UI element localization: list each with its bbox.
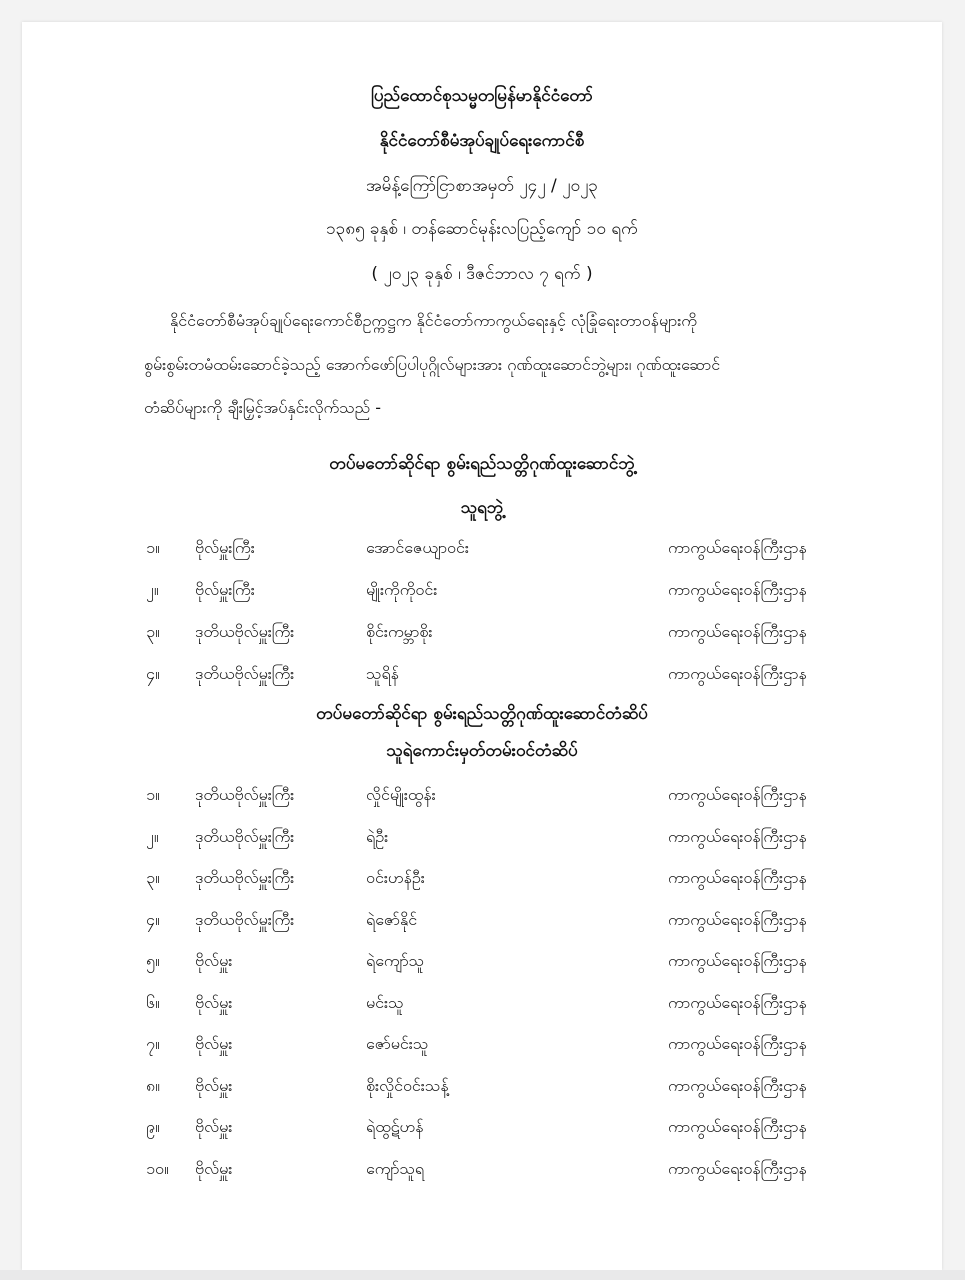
row-name: လှိုင်မျိုးထွန်း	[366, 785, 436, 804]
row-rank: ဗိုလ်မှူး	[195, 1034, 233, 1053]
row-unit: ကာကွယ်ရေးဝန်ကြီးဌာန	[668, 951, 807, 970]
row-rank: ဗိုလ်မှူး	[195, 1117, 233, 1136]
row-rank: ဒုတိယဗိုလ်မှူးကြီး	[195, 909, 295, 929]
row-rank: ဗိုလ်မှူးကြီး	[195, 538, 255, 557]
header-country: ပြည်ထောင်စုသမ္မတမြန်မာနိုင်ငံတော်	[371, 86, 593, 106]
intro-line-2: စွမ်းစွမ်းတမံထမ်းဆောင်ခဲ့သည့် အောက်ဖော်ပြပါပုဂ္ဂိုလ်များအား ဂုဏ်ထူးဆောင်ဘွဲ့များ၊ ဂုဏ်ထူးဆောင်	[144, 355, 721, 374]
section1-title: တပ်မတော်ဆိုင်ရာ စွမ်းရည်သတ္တိဂုဏ်ထူးဆောင်ဘွဲ့	[329, 454, 635, 474]
row-number: ၆။	[146, 992, 160, 1012]
row-unit: ကာကွယ်ရေးဝန်ကြီးဌာန	[668, 826, 807, 846]
row-unit: ကာကွယ်ရေးဝန်ကြီးဌာန	[668, 1117, 807, 1136]
row-rank: ဗိုလ်မှူးကြီး	[195, 580, 255, 599]
date-gregorian: ( ၂၀၂၃ ခုနှစ် ၊ ဒီဇင်ဘာလ ၇ ရက် )	[371, 264, 593, 284]
bottom-bar	[0, 1270, 965, 1280]
row-name: စိုးလှိုင်ဝင်းသန့်	[366, 1075, 449, 1095]
row-unit: ကာကွယ်ရေးဝန်ကြီးဌာန	[668, 909, 807, 929]
row-name: ကျော်သူရ	[366, 1158, 425, 1178]
row-unit: ကာကွယ်ရေးဝန်ကြီးဌာန	[668, 785, 807, 804]
row-number: ၂။	[146, 580, 159, 599]
row-number: ၁။	[146, 538, 160, 557]
row-name: မျိုးကိုကိုဝင်း	[366, 580, 438, 599]
row-number: ၃။	[146, 868, 160, 887]
row-rank: ဒုတိယဗိုလ်မှူးကြီး	[195, 868, 295, 887]
section2-subtitle: သူရဲကောင်းမှတ်တမ်းဝင်တံဆိပ်	[386, 741, 578, 761]
section2-title: တပ်မတော်ဆိုင်ရာ စွမ်းရည်သတ္တိဂုဏ်ထူးဆောင်တံဆိပ်	[316, 704, 648, 724]
row-name: ဝင်းဟန်ဦး	[366, 868, 425, 887]
row-number: ၅။	[146, 951, 160, 970]
row-name: ရဲကျော်သူ	[366, 951, 425, 970]
row-number: ၄။	[146, 664, 160, 683]
row-name: ရဲထွဋ်ဟန်	[366, 1117, 424, 1136]
row-unit: ကာကွယ်ရေးဝန်ကြီးဌာန	[668, 1075, 807, 1095]
section1-subtitle: သူရဘွဲ့	[460, 498, 504, 518]
row-number: ၁၀။	[146, 1158, 169, 1178]
row-rank: ဒုတိယဗိုလ်မှူးကြီး	[195, 785, 295, 804]
row-number: ၄။	[146, 909, 160, 929]
row-number: ၉။	[146, 1117, 160, 1136]
date-myanmar: ၁၃၈၅ ခုနှစ် ၊ တန်ဆောင်မုန်းလပြည့်ကျော် ၁၀ ရက်	[326, 219, 638, 239]
order-number: အမိန့်ကြော်ငြာစာအမှတ် ၂၄၂ / ၂၀၂၃	[366, 176, 598, 196]
row-name: အောင်ဇေယျာဝင်း	[366, 538, 469, 557]
row-unit: ကာကွယ်ရေးဝန်ကြီးဌာန	[668, 664, 807, 683]
row-rank: ဗိုလ်မှူး	[195, 992, 233, 1012]
row-rank: ဒုတိယဗိုလ်မှူးကြီး	[195, 826, 295, 846]
row-name: သူရိန်	[366, 664, 399, 683]
row-name: ရဲဦး	[366, 826, 389, 846]
row-name: ဇော်မင်းသူ	[366, 1034, 429, 1053]
row-unit: ကာကွယ်ရေးဝန်ကြီးဌာန	[668, 1034, 807, 1053]
row-unit: ကာကွယ်ရေးဝန်ကြီးဌာန	[668, 868, 807, 887]
row-rank: ဗိုလ်မှူး	[195, 1158, 233, 1178]
row-number: ၈။	[146, 1075, 160, 1095]
row-unit: ကာကွယ်ရေးဝန်ကြီးဌာန	[668, 538, 807, 557]
row-unit: ကာကွယ်ရေးဝန်ကြီးဌာန	[668, 1158, 807, 1178]
row-number: ၂။	[146, 826, 159, 846]
row-rank: ဗိုလ်မှူး	[195, 1075, 233, 1095]
row-unit: ကာကွယ်ရေးဝန်ကြီးဌာန	[668, 580, 807, 599]
document-page	[22, 22, 942, 1270]
row-rank: ဒုတိယဗိုလ်မှူးကြီး	[195, 622, 295, 641]
row-name: စိုင်းကမ္ဘာစိုး	[366, 622, 433, 641]
intro-line-1: နိုင်ငံတော်စီမံအုပ်ချုပ်ရေးကောင်စီဥက္ကဋ္ဌက နိုင်ငံတော်ကာကွယ်ရေးနှင့် လုံခြုံရေးတာဝန်များကို	[170, 311, 697, 330]
header-council: နိုင်ငံတော်စီမံအုပ်ချုပ်ရေးကောင်စီ	[379, 131, 585, 151]
row-name: ရဲဇော်နိုင်	[366, 909, 418, 929]
row-rank: ဗိုလ်မှူး	[195, 951, 233, 970]
row-name: မင်းသူ	[366, 992, 404, 1012]
intro-line-3: တံဆိပ်များကို ချီးမြှင့်အပ်နှင်းလိုက်သည် -	[144, 398, 381, 417]
row-number: ၇။	[146, 1034, 160, 1053]
row-number: ၃။	[146, 622, 160, 641]
row-rank: ဒုတိယဗိုလ်မှူးကြီး	[195, 664, 295, 683]
row-unit: ကာကွယ်ရေးဝန်ကြီးဌာန	[668, 622, 807, 641]
row-unit: ကာကွယ်ရေးဝန်ကြီးဌာန	[668, 992, 807, 1012]
row-number: ၁။	[146, 785, 160, 804]
